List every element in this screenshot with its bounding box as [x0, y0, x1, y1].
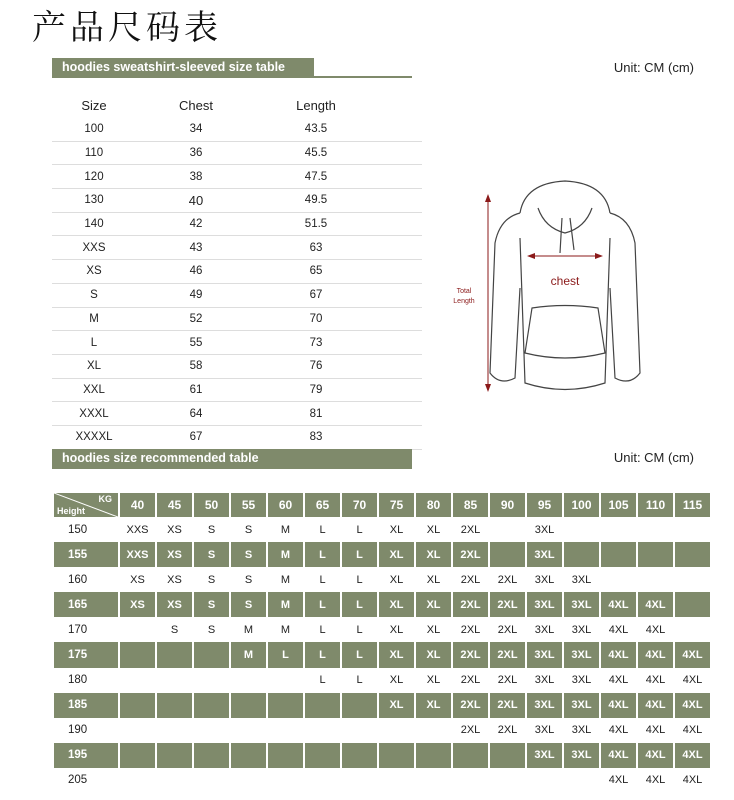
size-cell: 4XL: [675, 718, 710, 743]
size-cell: [675, 542, 710, 567]
cell-size: S: [52, 283, 136, 307]
table-row: [54, 592, 710, 617]
size-cell: [342, 718, 377, 743]
size-cell: 2XL: [453, 693, 488, 718]
table-row: [54, 617, 710, 642]
table-row: [54, 567, 710, 592]
weight-header: 50: [194, 493, 229, 517]
size-cell: 3XL: [527, 542, 562, 567]
col-chest-header: Chest: [179, 97, 213, 113]
hoodie-diagram: [450, 178, 680, 398]
table-row: [52, 260, 422, 284]
size-cell: [157, 768, 192, 793]
size-cell: [120, 718, 155, 743]
size-cell: XXS: [120, 542, 155, 567]
recommend-table-header: [52, 449, 412, 469]
table-row: [54, 743, 710, 768]
size-cell: [194, 743, 229, 768]
cell-length: 83: [256, 425, 376, 449]
height-cell: 190: [54, 718, 118, 743]
size-cell: 3XL: [527, 567, 562, 592]
size-cell: 4XL: [601, 768, 636, 793]
size-cell: [416, 743, 451, 768]
cell-size: XXXXL: [52, 425, 136, 449]
size-cell: L: [305, 517, 340, 542]
table-row: [52, 354, 422, 378]
size-cell: [194, 768, 229, 793]
table-row: [52, 378, 422, 402]
table-row: [52, 402, 422, 426]
size-cell: S: [194, 567, 229, 592]
weight-header: 60: [268, 493, 303, 517]
col-size-header: Size: [81, 97, 107, 113]
cell-chest: 40: [136, 189, 256, 213]
table-row: [52, 425, 422, 449]
size-cell: [268, 743, 303, 768]
size-cell: [268, 768, 303, 793]
cell-chest: 34: [136, 118, 256, 141]
cell-size: XXS: [52, 236, 136, 260]
size-cell: [305, 768, 340, 793]
size-cell: [379, 768, 414, 793]
size-cell: 2XL: [490, 642, 525, 667]
size-cell: XL: [416, 592, 451, 617]
cell-size: XXXL: [52, 402, 136, 426]
size-cell: [638, 542, 673, 567]
weight-header: 100: [564, 493, 599, 517]
table-row: [52, 189, 422, 213]
size-cell: L: [305, 542, 340, 567]
size-cell: [527, 768, 562, 793]
size-cell: 4XL: [601, 718, 636, 743]
size-cell: XL: [379, 567, 414, 592]
size-cell: S: [231, 517, 266, 542]
size-cell: L: [305, 668, 340, 693]
size-cell: S: [194, 542, 229, 567]
weight-header: 85: [453, 493, 488, 517]
size-cell: [601, 567, 636, 592]
size-cell: [120, 768, 155, 793]
size-cell: [490, 768, 525, 793]
size-cell: [453, 768, 488, 793]
size-cell: 4XL: [675, 642, 710, 667]
table-row: [54, 693, 710, 718]
size-cell: [120, 642, 155, 667]
cell-length: 63: [256, 236, 376, 260]
corner-cell: [54, 493, 118, 517]
size-cell: XL: [416, 517, 451, 542]
weight-header: 70: [342, 493, 377, 517]
weight-header: 40: [120, 493, 155, 517]
size-cell: 4XL: [675, 768, 710, 793]
table-row: [52, 141, 422, 165]
size-cell: [379, 718, 414, 743]
size-cell: S: [231, 592, 266, 617]
size-cell: [675, 617, 710, 642]
size-cell: XS: [120, 592, 155, 617]
weight-header: 110: [638, 493, 673, 517]
size-cell: [194, 642, 229, 667]
size-cell: 3XL: [527, 617, 562, 642]
size-table-unit: Unit: CM (cm): [613, 60, 694, 75]
size-cell: [305, 743, 340, 768]
cell-chest: 42: [136, 212, 256, 236]
size-cell: XL: [416, 617, 451, 642]
weight-header: 65: [305, 493, 340, 517]
size-cell: 4XL: [675, 668, 710, 693]
height-cell: 165: [54, 592, 118, 617]
weight-header: 80: [416, 493, 451, 517]
cell-size: 120: [52, 165, 136, 189]
table-row: [52, 236, 422, 260]
size-cell: [120, 693, 155, 718]
height-cell: 170: [54, 617, 118, 642]
size-cell: [231, 668, 266, 693]
size-cell: XS: [120, 567, 155, 592]
size-cell: [268, 668, 303, 693]
cell-length: 81: [256, 402, 376, 426]
size-cell: 4XL: [638, 617, 673, 642]
size-cell: L: [342, 617, 377, 642]
size-cell: 3XL: [564, 642, 599, 667]
total-label: Total: [456, 288, 472, 295]
size-cell: 4XL: [601, 642, 636, 667]
size-cell: XL: [379, 617, 414, 642]
cell-size: XXL: [52, 378, 136, 402]
size-cell: [675, 567, 710, 592]
size-cell: [120, 617, 155, 642]
cell-chest: 46: [136, 260, 256, 284]
cell-length: 43.5: [256, 118, 376, 141]
size-cell: L: [342, 592, 377, 617]
size-cell: XS: [157, 542, 192, 567]
size-cell: 2XL: [453, 642, 488, 667]
size-cell: [453, 743, 488, 768]
cell-size: 110: [52, 141, 136, 165]
size-cell: L: [342, 517, 377, 542]
size-cell: 3XL: [564, 693, 599, 718]
size-table: [52, 92, 422, 450]
size-cell: M: [231, 642, 266, 667]
table-row: [54, 517, 710, 542]
size-cell: [268, 693, 303, 718]
size-cell: 4XL: [601, 743, 636, 768]
weight-header: 95: [527, 493, 562, 517]
size-cell: L: [342, 542, 377, 567]
height-cell: 205: [54, 768, 118, 793]
size-cell: 2XL: [453, 517, 488, 542]
size-cell: [157, 693, 192, 718]
cell-length: 76: [256, 354, 376, 378]
size-cell: 3XL: [564, 668, 599, 693]
size-cell: [601, 542, 636, 567]
table-row: [52, 165, 422, 189]
size-cell: [194, 668, 229, 693]
size-cell: L: [342, 567, 377, 592]
size-cell: L: [305, 642, 340, 667]
size-cell: XS: [157, 567, 192, 592]
table-row: [52, 307, 422, 331]
size-cell: 4XL: [638, 693, 673, 718]
size-cell: M: [268, 542, 303, 567]
size-cell: XXS: [120, 517, 155, 542]
recommend-table-unit: Unit: CM (cm): [613, 450, 694, 465]
size-cell: L: [342, 642, 377, 667]
size-cell: L: [305, 567, 340, 592]
size-cell: [157, 743, 192, 768]
size-cell: 2XL: [490, 693, 525, 718]
weight-header: 115: [675, 493, 710, 517]
cell-length: 67: [256, 283, 376, 307]
size-cell: [194, 718, 229, 743]
size-cell: 2XL: [453, 592, 488, 617]
size-cell: L: [305, 592, 340, 617]
size-cell: [564, 542, 599, 567]
size-cell: 2XL: [490, 718, 525, 743]
size-cell: M: [268, 592, 303, 617]
size-cell: M: [268, 567, 303, 592]
table-row: [54, 718, 710, 743]
height-label: Height: [57, 506, 85, 516]
size-cell: 3XL: [564, 617, 599, 642]
table-row: [52, 118, 422, 141]
size-cell: 4XL: [638, 743, 673, 768]
size-cell: 2XL: [490, 617, 525, 642]
size-cell: S: [194, 617, 229, 642]
size-cell: XL: [416, 542, 451, 567]
size-cell: [490, 517, 525, 542]
size-cell: [638, 517, 673, 542]
size-cell: 3XL: [527, 642, 562, 667]
size-cell: [231, 743, 266, 768]
table-row: [52, 212, 422, 236]
size-cell: [342, 768, 377, 793]
size-cell: [416, 768, 451, 793]
page-title: 产品尺码表: [32, 8, 222, 48]
size-cell: [675, 517, 710, 542]
size-cell: 3XL: [564, 718, 599, 743]
size-cell: [416, 718, 451, 743]
size-cell: L: [268, 642, 303, 667]
cell-size: 140: [52, 212, 136, 236]
table-row: [52, 283, 422, 307]
cell-size: XS: [52, 260, 136, 284]
table-row: [54, 642, 710, 667]
length-label: Length: [453, 298, 475, 305]
size-cell: XL: [379, 642, 414, 667]
size-cell: 4XL: [638, 642, 673, 667]
size-cell: [157, 718, 192, 743]
cell-length: 49.5: [256, 189, 376, 213]
weight-header: 55: [231, 493, 266, 517]
table-row: [54, 542, 710, 567]
size-cell: 4XL: [675, 693, 710, 718]
cell-length: 51.5: [256, 212, 376, 236]
cell-size: 100: [52, 118, 136, 141]
cell-size: M: [52, 307, 136, 331]
cell-length: 65: [256, 260, 376, 284]
cell-chest: 64: [136, 402, 256, 426]
size-cell: XL: [379, 592, 414, 617]
cell-chest: 52: [136, 307, 256, 331]
weight-header: 90: [490, 493, 525, 517]
weight-header: 75: [379, 493, 414, 517]
table-row: [52, 331, 422, 355]
size-cell: 4XL: [638, 592, 673, 617]
size-cell: XS: [157, 517, 192, 542]
size-cell: S: [231, 567, 266, 592]
size-cell: 2XL: [453, 718, 488, 743]
size-cell: [157, 668, 192, 693]
size-cell: 4XL: [638, 718, 673, 743]
size-cell: [120, 668, 155, 693]
cell-size: L: [52, 331, 136, 355]
size-cell: 3XL: [527, 592, 562, 617]
recommend-table: [52, 493, 712, 793]
size-cell: L: [305, 617, 340, 642]
size-cell: 2XL: [453, 668, 488, 693]
chest-label: chest: [550, 274, 580, 288]
cell-chest: 67: [136, 425, 256, 449]
height-cell: 195: [54, 743, 118, 768]
size-cell: [268, 718, 303, 743]
size-cell: XS: [157, 592, 192, 617]
height-cell: 180: [54, 668, 118, 693]
size-table-title: hoodies sweatshirt-sleeved size table: [62, 60, 285, 74]
size-cell: 3XL: [527, 718, 562, 743]
cell-chest: 36: [136, 141, 256, 165]
size-cell: [157, 642, 192, 667]
cell-length: 70: [256, 307, 376, 331]
size-cell: M: [268, 617, 303, 642]
size-cell: XL: [416, 642, 451, 667]
size-cell: 4XL: [601, 693, 636, 718]
size-cell: S: [231, 542, 266, 567]
height-cell: 155: [54, 542, 118, 567]
cell-length: 47.5: [256, 165, 376, 189]
size-cell: S: [194, 592, 229, 617]
cell-chest: 58: [136, 354, 256, 378]
size-cell: 3XL: [564, 743, 599, 768]
weight-header: 105: [601, 493, 636, 517]
cell-chest: 49: [136, 283, 256, 307]
size-cell: M: [268, 517, 303, 542]
size-cell: [120, 743, 155, 768]
size-cell: 2XL: [490, 668, 525, 693]
size-cell: XL: [416, 693, 451, 718]
size-cell: [379, 743, 414, 768]
size-cell: [305, 718, 340, 743]
cell-length: 73: [256, 331, 376, 355]
size-cell: XL: [379, 693, 414, 718]
size-cell: [490, 743, 525, 768]
cell-size: XL: [52, 354, 136, 378]
size-cell: 2XL: [490, 567, 525, 592]
size-cell: M: [231, 617, 266, 642]
size-cell: [490, 542, 525, 567]
size-cell: [194, 693, 229, 718]
size-cell: [601, 517, 636, 542]
size-cell: [564, 517, 599, 542]
size-cell: [342, 743, 377, 768]
recommend-table-title: hoodies size recommended table: [62, 451, 259, 465]
height-cell: 185: [54, 693, 118, 718]
size-cell: [564, 768, 599, 793]
size-cell: XL: [379, 517, 414, 542]
table-row: [54, 668, 710, 693]
size-cell: [675, 592, 710, 617]
size-cell: [638, 567, 673, 592]
size-cell: 4XL: [638, 768, 673, 793]
size-cell: 3XL: [527, 743, 562, 768]
size-cell: 4XL: [601, 668, 636, 693]
size-cell: 4XL: [601, 617, 636, 642]
kg-label: KG: [98, 494, 112, 504]
size-cell: [305, 693, 340, 718]
size-cell: 2XL: [490, 592, 525, 617]
size-cell: 3XL: [564, 592, 599, 617]
size-cell: 3XL: [527, 517, 562, 542]
size-cell: 2XL: [453, 567, 488, 592]
size-cell: L: [342, 668, 377, 693]
size-cell: 4XL: [675, 743, 710, 768]
cell-chest: 43: [136, 236, 256, 260]
size-cell: 4XL: [638, 668, 673, 693]
weight-header-row: [54, 493, 710, 517]
size-cell: [231, 693, 266, 718]
cell-chest: 61: [136, 378, 256, 402]
size-cell: S: [157, 617, 192, 642]
size-cell: XL: [416, 567, 451, 592]
size-cell: 2XL: [453, 617, 488, 642]
size-cell: 3XL: [527, 693, 562, 718]
size-cell: 3XL: [564, 567, 599, 592]
table-row: [54, 768, 710, 793]
cell-size: 130: [52, 189, 136, 213]
height-cell: 150: [54, 517, 118, 542]
weight-header: 45: [157, 493, 192, 517]
size-cell: 3XL: [527, 668, 562, 693]
height-cell: 160: [54, 567, 118, 592]
cell-length: 45.5: [256, 141, 376, 165]
height-cell: 175: [54, 642, 118, 667]
size-cell: 4XL: [601, 592, 636, 617]
size-cell: XL: [379, 668, 414, 693]
size-cell: S: [194, 517, 229, 542]
cell-chest: 38: [136, 165, 256, 189]
size-cell: [231, 768, 266, 793]
cell-length: 79: [256, 378, 376, 402]
size-cell: XL: [379, 542, 414, 567]
size-cell: XL: [416, 668, 451, 693]
size-cell: 2XL: [453, 542, 488, 567]
size-cell: [231, 718, 266, 743]
col-length-header: Length: [296, 97, 336, 113]
cell-chest: 55: [136, 331, 256, 355]
size-table-header: [52, 58, 412, 78]
size-cell: [342, 693, 377, 718]
